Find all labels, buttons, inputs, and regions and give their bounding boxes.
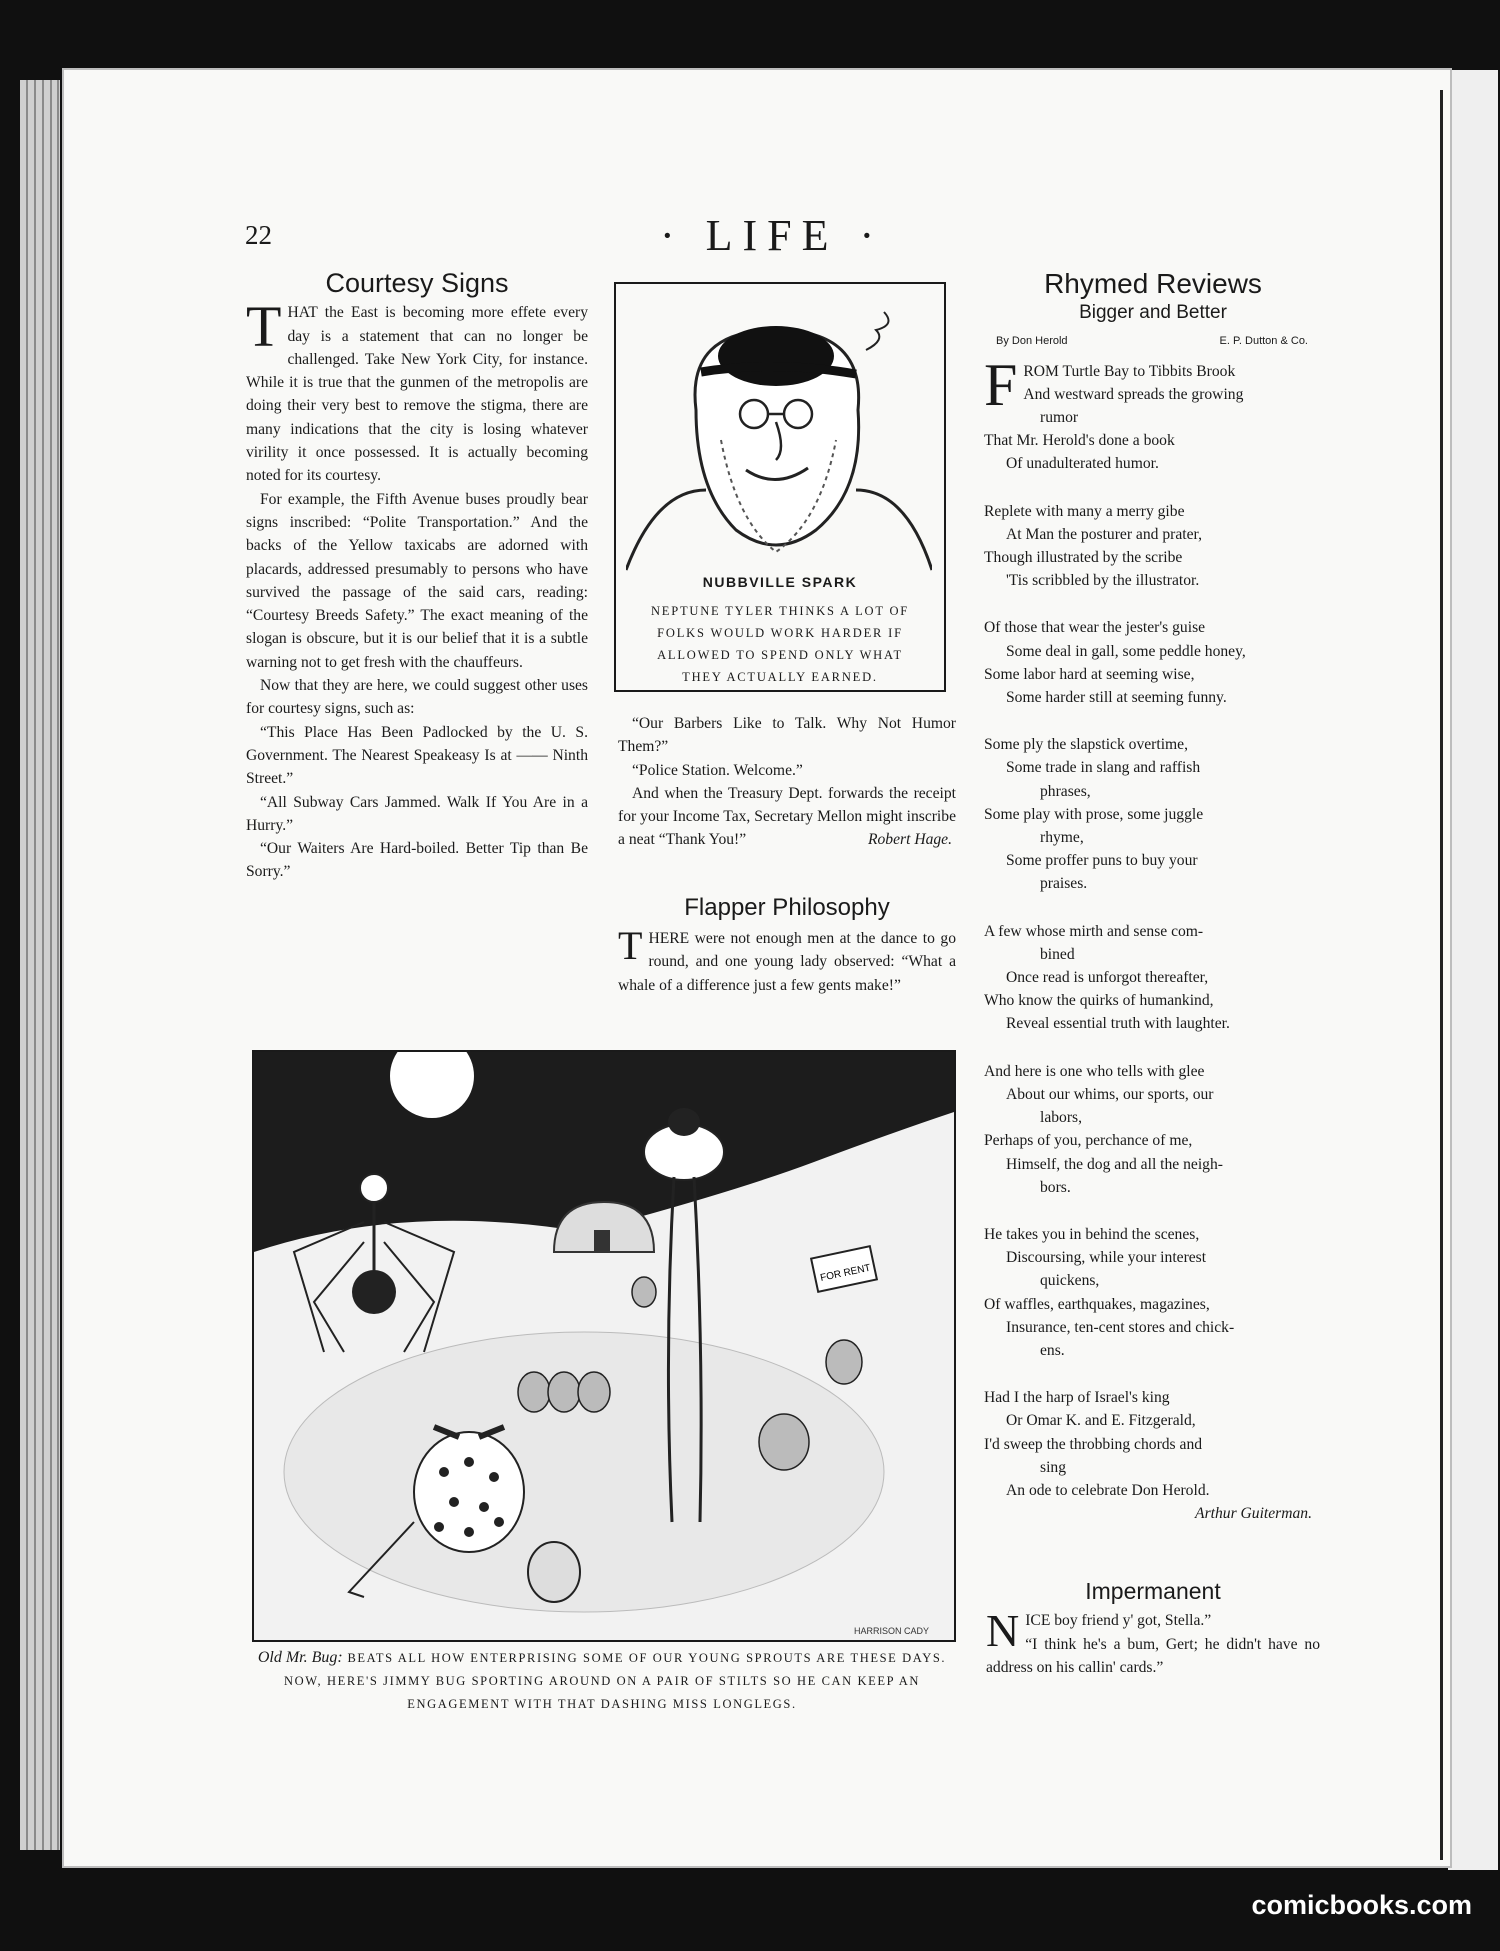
courtesy-paragraph-2: For example, the Fifth Avenue buses proudly bear signs inscribed: “Polite Transportation.” And the backs of the Yellow taxicabs are adorned with placards, addressed presumably to persons who have survived the passage of the said cars, reading: “Courtesy Breeds Safety.” The exact meaning of the slogan is obscure, but it is our belief that it is a subtle warning not to get fresh with the chauffeurs.: [246, 490, 588, 671]
courtesy-paragraph-7: “Our Barbers Like to Talk. Why Not Humor Them?”: [618, 715, 956, 756]
binding-line: [1440, 90, 1443, 1860]
stanza-6: And here is one who tells with glee About our whims, our sports, our labors, Perhaps of you, perchance of me, Himself, the dog and all the neigh- bors.: [984, 1062, 1223, 1196]
courtesy-article: [246, 268, 588, 884]
flapper-title: Flapper Philosophy: [684, 893, 890, 921]
stanza-8: Had I the harp of Israel's king Or Omar K. and E. Fitzgerald, I'd sweep the throbbing chords and sing An ode to celebrate Don Herold. Arthur Guiterman.: [984, 1386, 1322, 1525]
stanza-1: F ROM Turtle Bay to Tibbits Brook And westward spreads the growing rumor That Mr. Herold's done a book Of unadulterated humor.: [984, 351, 1244, 473]
courtesy-continuation: [618, 712, 956, 997]
courtesy-paragraph-3: Now that they are here, we could suggest other uses for courtesy signs, such as:: [246, 677, 588, 718]
courtesy-paragraph-4: “This Place Has Been Padlocked by the U. S. Government. The Nearest Speakeasy Is at —— Ninth Street.”: [246, 723, 588, 788]
courtesy-paragraph-1: THAT the East is becoming more effete every day is a statement that can no longer be challenged. Take New York City, for instance. While it is true that the gunmen of the metropolis are doing their very best to remove the stigma, there are many indications that the city is losing whatever virility it once possessed. It is actually becoming noted for its courtesy.: [246, 294, 588, 485]
impermanent-article: [986, 1580, 1320, 1679]
rhymed-signature: Arthur Guiterman.: [1195, 1505, 1312, 1523]
dropcap: T: [618, 923, 643, 969]
courtesy-signature: Robert Hage.: [867, 831, 952, 849]
courtesy-paragraph-8: “Police Station. Welcome.”: [632, 761, 803, 779]
sign-text: FOR RENT: [819, 1262, 872, 1284]
stanza-2: Replete with many a merry gibe At Man the posturer and prater, Though illustrated by the scribe 'Tis scribbled by the illustrator.: [984, 502, 1202, 590]
rhymed-author: By Don Herold: [996, 335, 1068, 348]
page-number: 22: [245, 220, 272, 250]
rhymed-subtitle: Bigger and Better: [1079, 302, 1227, 324]
caption-title: Old Mr. Bug:: [257, 1649, 343, 1666]
rhymed-reviews: [984, 268, 1322, 1525]
flapper-text: THERE were not enough men at the dance to go round, and one young lady observed: “What a whale of a difference just a few gents make!”: [618, 923, 956, 994]
stanza-4: Some ply the slapstick overtime, Some trade in slang and raffish phrases, Some play with prose, some juggle rhyme, Some proffer puns to buy your praises.: [984, 736, 1204, 893]
cartoon-name: NUBBVILLE SPARK: [702, 574, 858, 590]
courtesy-title: Courtesy Signs: [325, 268, 509, 298]
dropcap: T: [246, 294, 282, 360]
artist-signature: HARRISON CADY: [854, 1626, 930, 1636]
impermanent-title: Impermanent: [1085, 1578, 1221, 1604]
cartoon-caption: NEPTUNE TYLER THINKS A LOT OF FOLKS WOULD WORK HARDER IF ALLOWED TO SPEND ONLY WHAT THEY ACTUALLY EARNED.: [650, 604, 910, 684]
masthead: · LIFE ·: [660, 211, 885, 260]
illustration: [252, 1050, 956, 1642]
page-stack-edge: [20, 80, 60, 1850]
dropcap: F: [984, 351, 1018, 418]
facing-page-edge: [1448, 70, 1498, 1870]
cartoon-box: [614, 282, 946, 692]
caption-text: BEATS ALL HOW ENTERPRISING SOME OF OUR YOUNG SPROUTS ARE THESE DAYS. NOW, HERE'S JIMMY BUG SPORTING AROUND ON A PAIR OF STILTS SO HE CAN KEEP AN ENGAGEMENT WITH THAT DASHING MISS LONGLEGS.: [284, 1651, 947, 1711]
courtesy-paragraph-5: “All Subway Cars Jammed. Walk If You Are in a Hurry.”: [246, 793, 588, 834]
rhymed-title: Rhymed Reviews: [1044, 268, 1262, 299]
watermark: comicbooks.com: [1251, 1890, 1472, 1920]
courtesy-paragraph-6: “Our Waiters Are Hard-boiled. Better Tip than Be Sorry.”: [246, 840, 588, 881]
stanza-5: A few whose mirth and sense com- bined Once read is unforgot thereafter, Who know the quirks of humankind, Reveal essential truth with laughter.: [984, 922, 1230, 1033]
impermanent-text: NICE boy friend y' got, Stella.” “I think he's a bum, Gert; he didn't have no address on his callin' cards.”: [986, 1605, 1320, 1676]
rhymed-publisher: E. P. Dutton & Co.: [1219, 335, 1308, 348]
courtesy-paragraph-9: And when the Treasury Dept. forwards the receipt for your Income Tax, Secretary Mellon might inscribe a neat “Thank You!” Robert Hage.: [618, 782, 956, 852]
dropcap: N: [986, 1605, 1020, 1657]
stanza-7: He takes you in behind the scenes, Discoursing, while your interest quickens, Of waffles, earthquakes, magazines, Insurance, ten-cent stores and chick- ens.: [984, 1225, 1235, 1359]
stanza-3: Of those that wear the jester's guise Some deal in gall, some peddle honey, Some labor hard at seeming wise, Some harder still at seeming funny.: [984, 619, 1246, 707]
cartoon-drawing: [626, 290, 932, 572]
bug-skating-drawing: [254, 1052, 954, 1640]
illustration-caption: [252, 1646, 952, 1716]
rhymed-byline: [996, 330, 1322, 353]
